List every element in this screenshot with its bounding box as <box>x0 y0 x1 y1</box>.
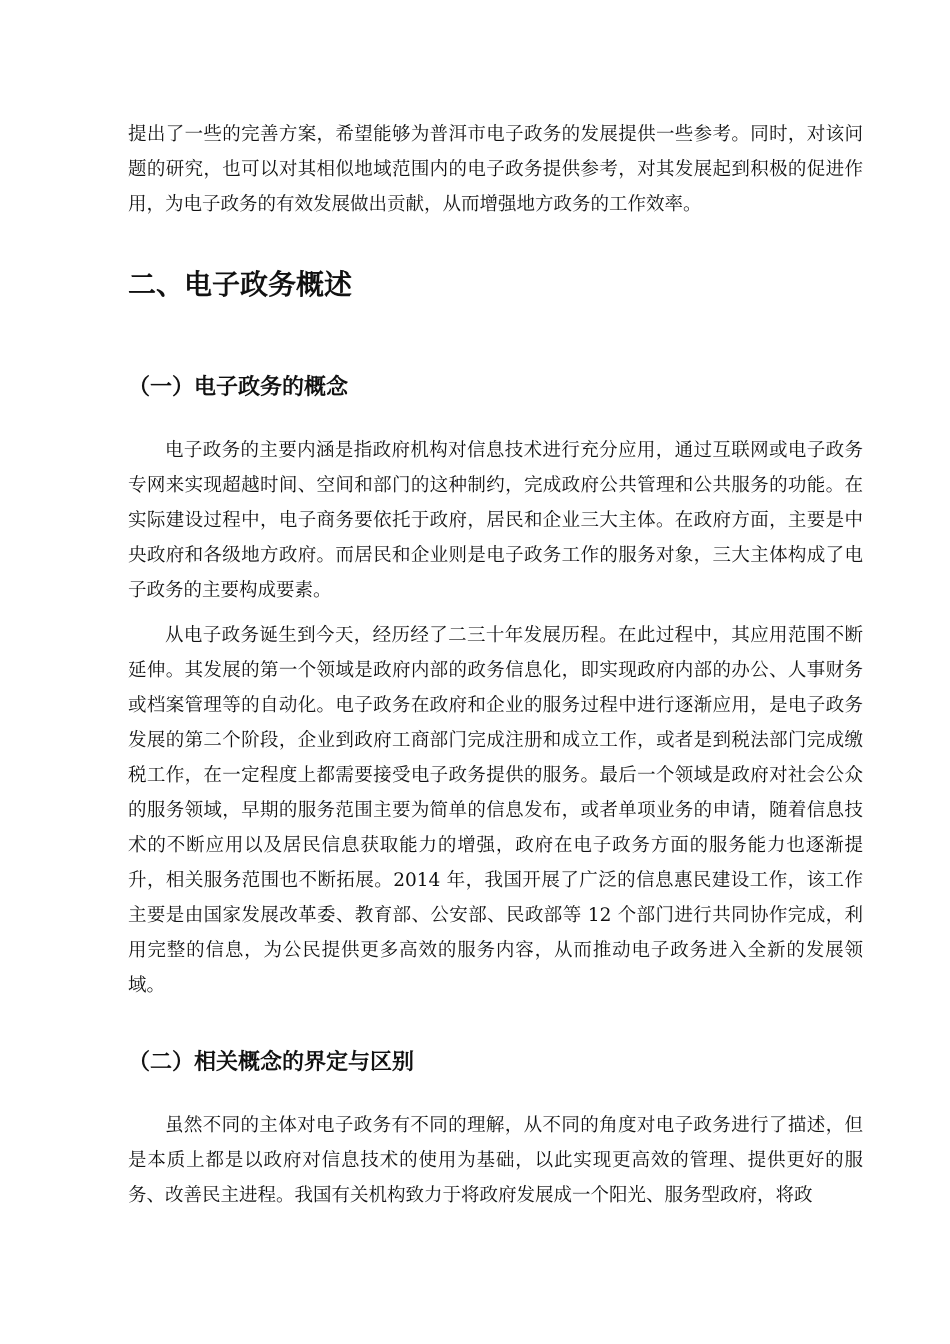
subsection-2-title: （二）相关概念的界定与区别 <box>128 1050 415 1075</box>
subsection-2-paragraph-1: 虽然不同的主体对电子政务有不同的理解，从不同的角度对电子政务进行了描述，但是本质上都是以政府对信息技术的使用为基础，以此实现更高效的管理、提供更好的服务、改善民主进程。我国有关机构致力于将政府发展成一个阳光、服务型政府，将政 <box>128 1115 863 1206</box>
subsection-1-paragraph-1: 电子政务的主要内涵是指政府机构对信息技术进行充分应用，通过互联网或电子政务专网来实现超越时间、空间和部门的这种制约，完成政府公共管理和公共服务的功能。在实际建设过程中，电子商务要依托于政府，居民和企业三大主体。在政府方面，主要是中央政府和各级地方政府。而居民和企业则是电子政务工作的服务对象，三大主体构成了电子政务的主要构成要素。 <box>128 440 863 601</box>
intro-paragraph: 提出了一些的完善方案，希望能够为普洱市电子政务的发展提供一些参考。同时，对该问题的研究，也可以对其相似地域范围内的电子政务提供参考，对其发展起到积极的促进作用，为电子政务的有效发展做出贡献，从而增强地方政务的工作效率。 <box>128 124 863 215</box>
subsection-1-title: （一）电子政务的概念 <box>128 375 349 400</box>
section-title: 二、电子政务概述 <box>128 268 353 301</box>
subsection-1-paragraph-2: 从电子政务诞生到今天，经历经了二三十年发展历程。在此过程中，其应用范围不断延伸。其发展的第一个领域是政府内部的政务信息化，即实现政府内部的办公、人事财务或档案管理等的自动化。电子政务在政府和企业的服务过程中进行逐渐应用，是电子政务发展的第二个阶段，企业到政府工商部门完成注册和成立工作，或者是到税法部门完成缴税工作，在一定程度上都需要接受电子政务提供的服务。最后一个领域是政府对社会公众的服务领域，早期的服务范围主要为简单的信息发布，或者单项业务的申请，随着信息技术的不断应用以及居民信息获取能力的增强，政府在电子政务方面的服务能力也逐渐提升，相关服务范围也不断拓展。2014 年，我国开展了广泛的信息惠民建设工作，该工作主要是由国家发展改革委、教育部、公安部、民政部等 12 个部门进行共同协作完成，利用完整的信息，为公民提供更多高效的服务内容，从而推动电子政务进入全新的发展领域。 <box>128 625 863 996</box>
